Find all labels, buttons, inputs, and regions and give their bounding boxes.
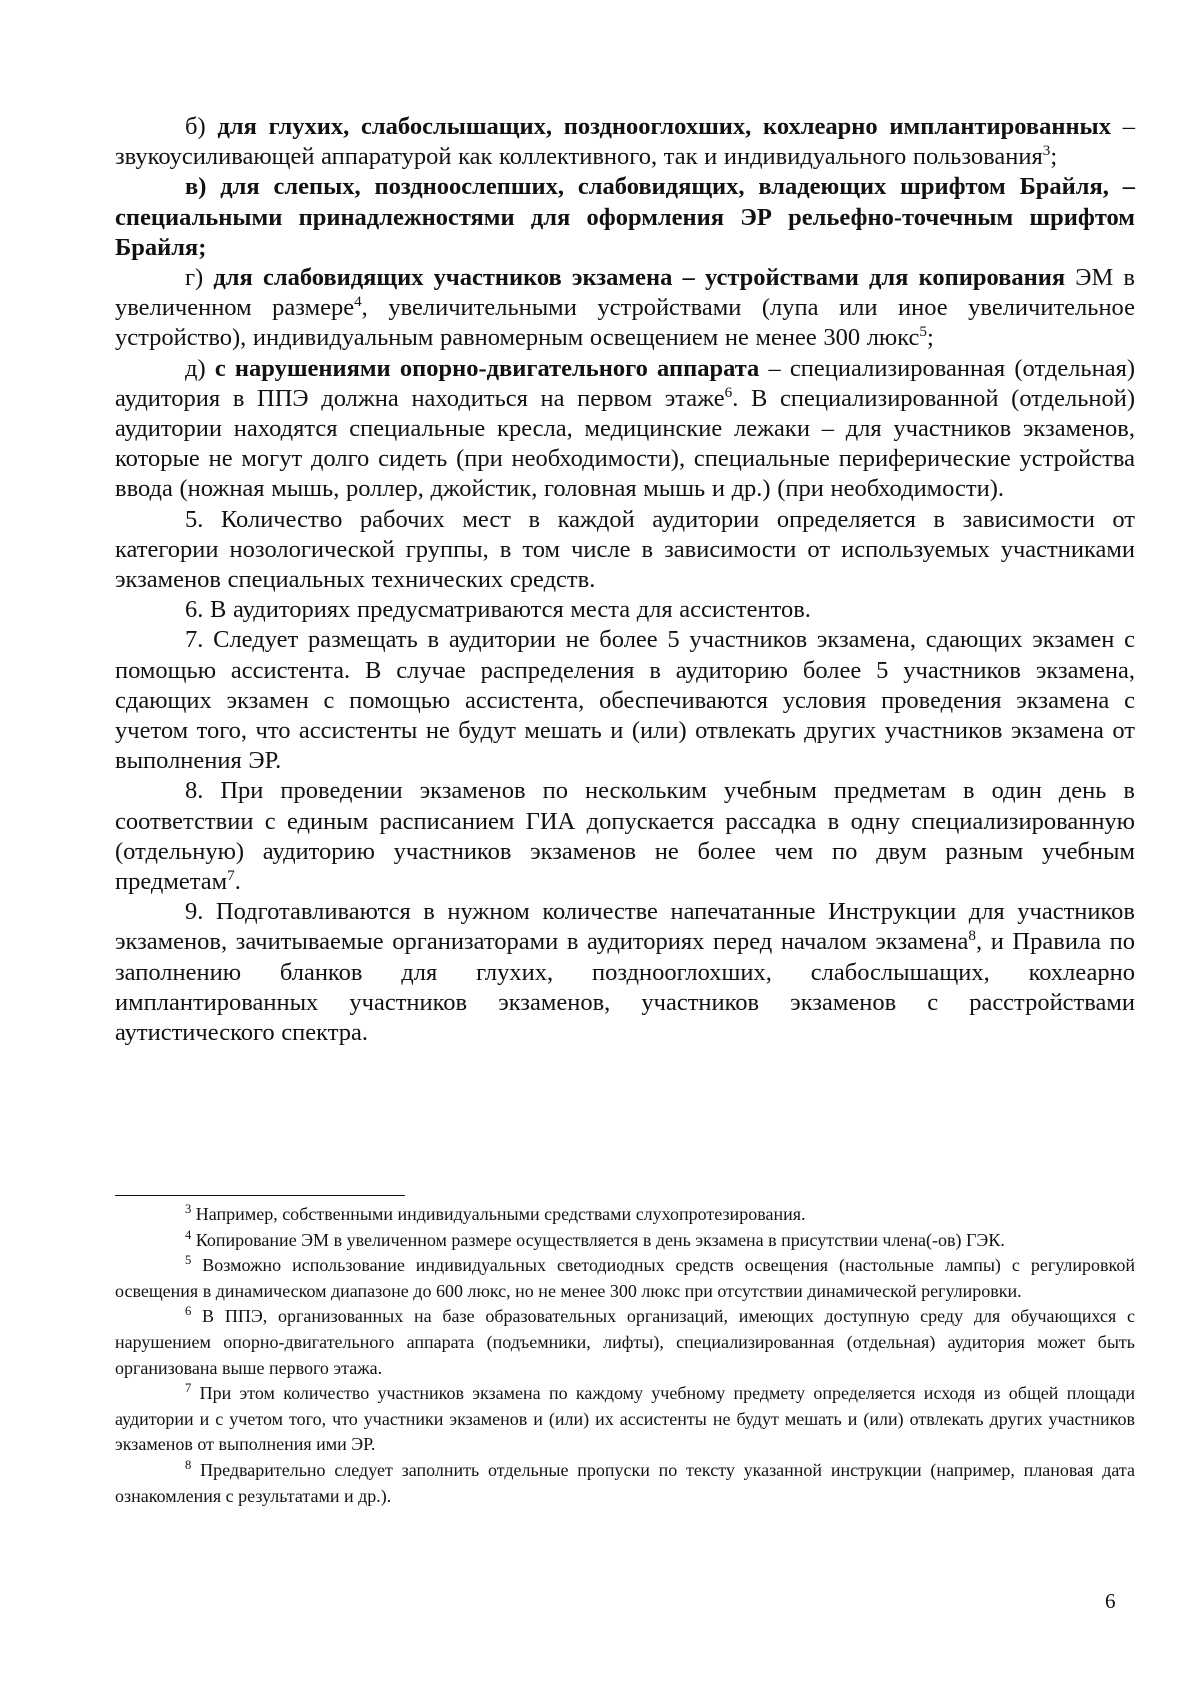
footnote-number: 4 — [185, 1227, 192, 1242]
paragraph-9-text2: , и Правила по заполнению бланков для глухих, позднооглохших, слабослышащих, кохлеарно имплантированных участников экзаменов, участников экзаменов с расстройствами аутистического спектра. — [115, 928, 1135, 1047]
paragraph-d-text: – специализированная (отдельная) аудитория в ППЭ должна находиться на первом этаже — [115, 354, 1136, 412]
paragraph-v-bold: в) для слепых, поздноослепших, слабовидящих, владеющих шрифтом Брайля, – специальными принадлежностями для оформления ЭР рельефно-точечным шрифтом Брайля; — [115, 173, 1135, 261]
footnote-text: Предварительно следует заполнить отдельные пропуски по тексту указанной инструкции (например, плановая дата ознакомления с результатами и др.). — [115, 1459, 1135, 1506]
footnote-6 — [115, 1304, 1135, 1381]
footnote-5 — [115, 1253, 1135, 1304]
paragraph-7: 7. Следует размещать в аудитории не более 5 участников экзамена, сдающих экзамен с помощью ассистента. В случае распределения в аудиторию более 5 участников экзамена, сдающих экзамен с помощью ассистента, обеспечиваются условия проведения экзамена с учетом того, что ассистенты не будут мешать и (или) отвлекать других участников экзамена от выполнения ЭР. — [115, 626, 1135, 775]
paragraph-d-bold: с нарушениями опорно-двигательного аппарата — [214, 354, 760, 382]
footnote-ref-4[interactable]: 4 — [354, 293, 362, 311]
list-marker-g: г) — [185, 264, 214, 292]
footnote-ref-6[interactable]: 6 — [724, 383, 733, 401]
paragraph-8: 8. При проведении экзаменов по нескольким учебным предметам в один день в соответствии с единым расписанием ГИА допускается рассадка в одну специализированную (отдельную) аудиторию участников экзаменов не более чем по двум разным учебным предметам$^7$. — [115, 777, 1135, 896]
footnote-7 — [115, 1381, 1135, 1458]
footnote-ref-7[interactable]: 7 — [227, 866, 235, 884]
paragraph-d — [115, 354, 1135, 505]
paragraph-5: 5. Количество рабочих мест в каждой аудитории определяется в зависимости от категории нозологической группы, в том числе в зависимости от используемых участниками экзаменов специальных технических средств. — [115, 505, 1135, 594]
footnote-text: Например, собственными индивидуальными средствами слухопротезирования. — [191, 1204, 806, 1224]
footnote-number: 3 — [185, 1202, 192, 1217]
paragraph-g-bold: для слабовидящих участников экзамена – устройствами для копирования — [213, 264, 1066, 292]
paragraph-v — [115, 172, 1135, 263]
paragraph-9 — [115, 897, 1135, 1048]
paragraph-g-text2: , увеличительными устройствами (лупа или иное увеличительное устройство), индивидуальным равномерным освещением не менее 300 люкс — [115, 294, 1135, 352]
footnote-number: 8 — [185, 1458, 192, 1473]
footnote-ref-5[interactable]: 5 — [919, 323, 927, 341]
footnote-number: 5 — [185, 1253, 192, 1268]
page-number: 6 — [1105, 1589, 1116, 1613]
paragraph-b-bold: для глухих, слабослышащих, позднооглохших, кохлеарно имплантированных — [217, 113, 1111, 140]
document-body — [115, 112, 1135, 1048]
footnote-text: Возможно использование индивидуальных светодиодных средств освещения (настольные лампы) с регулировкой освещения в динамическом диапазоне до 600 люкс, но не менее 300 люкс при отсутствии динамической регулировки. — [115, 1255, 1135, 1301]
footnote-text: В ППЭ, организованных на базе образовательных организаций, имеющих доступную среду для обучающихся с нарушением опорно-двигательного аппарата (подъемники, лифты), специализированная (отдельная) аудитория может быть организована выше первого этажа. — [115, 1306, 1135, 1378]
footnote-number: 6 — [185, 1304, 192, 1319]
footnote-8 — [115, 1458, 1135, 1509]
footnotes — [115, 1202, 1135, 1509]
paragraph-b: б) для глухих, слабослышащих, позднооглохших, кохлеарно имплантированных – звукоусиливающей аппаратурой как коллективного, так и индивидуального пользования$^3$; — [115, 113, 1136, 171]
footnote-ref-8[interactable]: 8 — [968, 927, 976, 945]
footnote-3 — [115, 1202, 1135, 1228]
footnote-text: При этом количество участников экзамена по каждому учебному предмету определяется исходя из общей площади аудитории и с учетом того, что участники экзаменов и (или) их ассистенты не будут мешать и (или) отвлекать других участников экзаменов от выполнения ими ЭР. — [115, 1383, 1135, 1455]
footnote-4 — [115, 1228, 1135, 1254]
paragraph-6: 6. В аудиториях предусматриваются места для ассистентов. — [185, 596, 811, 624]
paragraph-9-text: 9. Подготавливаются в нужном количестве напечатанные Инструкции для участников экзаменов, зачитываемые организаторами в аудиториях перед началом экзамена — [115, 898, 1135, 956]
footnote-separator — [115, 1195, 405, 1196]
list-marker-d: д) — [185, 354, 215, 382]
paragraph-8-text: 8. При проведении экзаменов по нескольким учебным предметам в один день в соответствии с единым расписанием ГИА допускается рассадка в одну специализированную (отдельную) аудиторию участников экзаменов не более чем по двум разным учебным предметам — [115, 777, 1135, 896]
paragraph-g: г) для слабовидящих участников экзамена – устройствами для копирования ЭМ в увеличенном размере$^4$, увеличительными устройствами (лупа или иное увеличительное устройство), индивидуальным равномерным освещением не менее 300 люкс$^5$; — [115, 264, 1135, 352]
paragraph-b-text: – звукоусиливающей аппаратурой как коллективного, так и индивидуального пользования — [115, 113, 1136, 171]
list-marker-b: б) — [185, 113, 218, 140]
footnote-ref-3[interactable]: 3 — [1042, 142, 1051, 160]
footnote-text: Копирование ЭМ в увеличенном размере осуществляется в день экзамена в присутствии члена(-ов) ГЭК. — [191, 1229, 1005, 1250]
paragraph-d-text2: . В специализированной (отдельной) аудитории находятся специальные кресла, медицинские лежаки – для участников экзаменов, которые не могут долго сидеть (при необходимости), специальные периферические устройства ввода (ножная мышь, роллер, джойстик, головная мышь и др.) (при необходимости). — [115, 384, 1135, 503]
footnote-number: 7 — [185, 1381, 192, 1396]
paragraph-g-text: ЭМ в увеличенном размере — [115, 264, 1135, 322]
